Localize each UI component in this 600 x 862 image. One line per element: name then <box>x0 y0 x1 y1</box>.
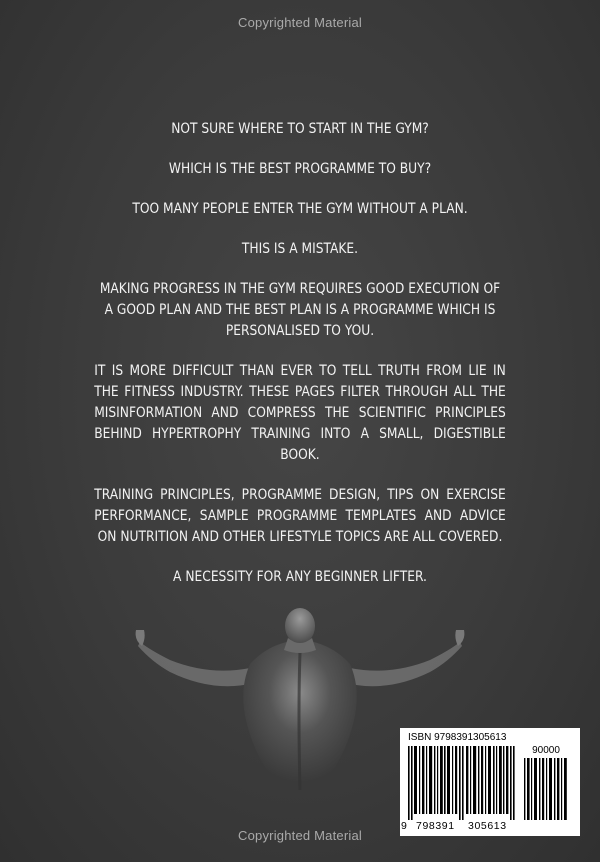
barcode-digits-left: 798391 <box>416 820 455 832</box>
blurb-topics: TRAINING PRINCIPLES, PROGRAMME DESIGN, TIPS ON EXERCISE PERFORMANCE, SAMPLE PROGRAMME TEMPLATES AND ADVICE ON NUTRITION AND OTHER LIFESTYLE TOPICS ARE ALL COVERED. <box>94 486 506 545</box>
copyright-watermark-top: Copyrighted Material <box>238 15 362 30</box>
blurb-progress: MAKING PROGRESS IN THE GYM REQUIRES GOOD EXECUTION OF A GOOD PLAN AND THE BEST PLAN IS A PROGRAMME WHICH IS PERSONALISED TO YOU. <box>99 280 501 339</box>
copyright-watermark-bottom: Copyrighted Material <box>238 828 362 843</box>
back-cover-blurb <box>94 118 506 606</box>
isbn-label: ISBN 9798391305613 <box>408 732 507 743</box>
barcode-block <box>400 728 580 836</box>
price-addon-barcode-icon <box>524 758 568 820</box>
blurb-necessity: A NECESSITY FOR ANY BEGINNER LIFTER. <box>173 568 427 585</box>
blurb-no-plan: TOO MANY PEOPLE ENTER THE GYM WITHOUT A PLAN. <box>132 200 468 217</box>
barcode-digit-first: 9 <box>401 820 407 832</box>
barcode-digits-right: 305613 <box>468 820 507 832</box>
blurb-industry: IT IS MORE DIFFICULT THAN EVER TO TELL TRUTH FROM LIE IN THE FITNESS INDUSTRY. THESE PAGES FILTER THROUGH ALL THE MISINFORMATION AND COMPRESS THE SCIENTIFIC PRINCIPLES BEHIND HYPERTROPHY TRAINING INTO A SMALL, DIGESTIBLE BOOK. <box>94 362 506 463</box>
isbn-barcode-icon <box>408 746 518 820</box>
price-code: 90000 <box>532 745 560 756</box>
blurb-question-start: NOT SURE WHERE TO START IN THE GYM? <box>171 120 429 137</box>
blurb-question-programme: WHICH IS THE BEST PROGRAMME TO BUY? <box>168 160 432 177</box>
blurb-mistake: THIS IS A MISTAKE. <box>241 240 359 257</box>
